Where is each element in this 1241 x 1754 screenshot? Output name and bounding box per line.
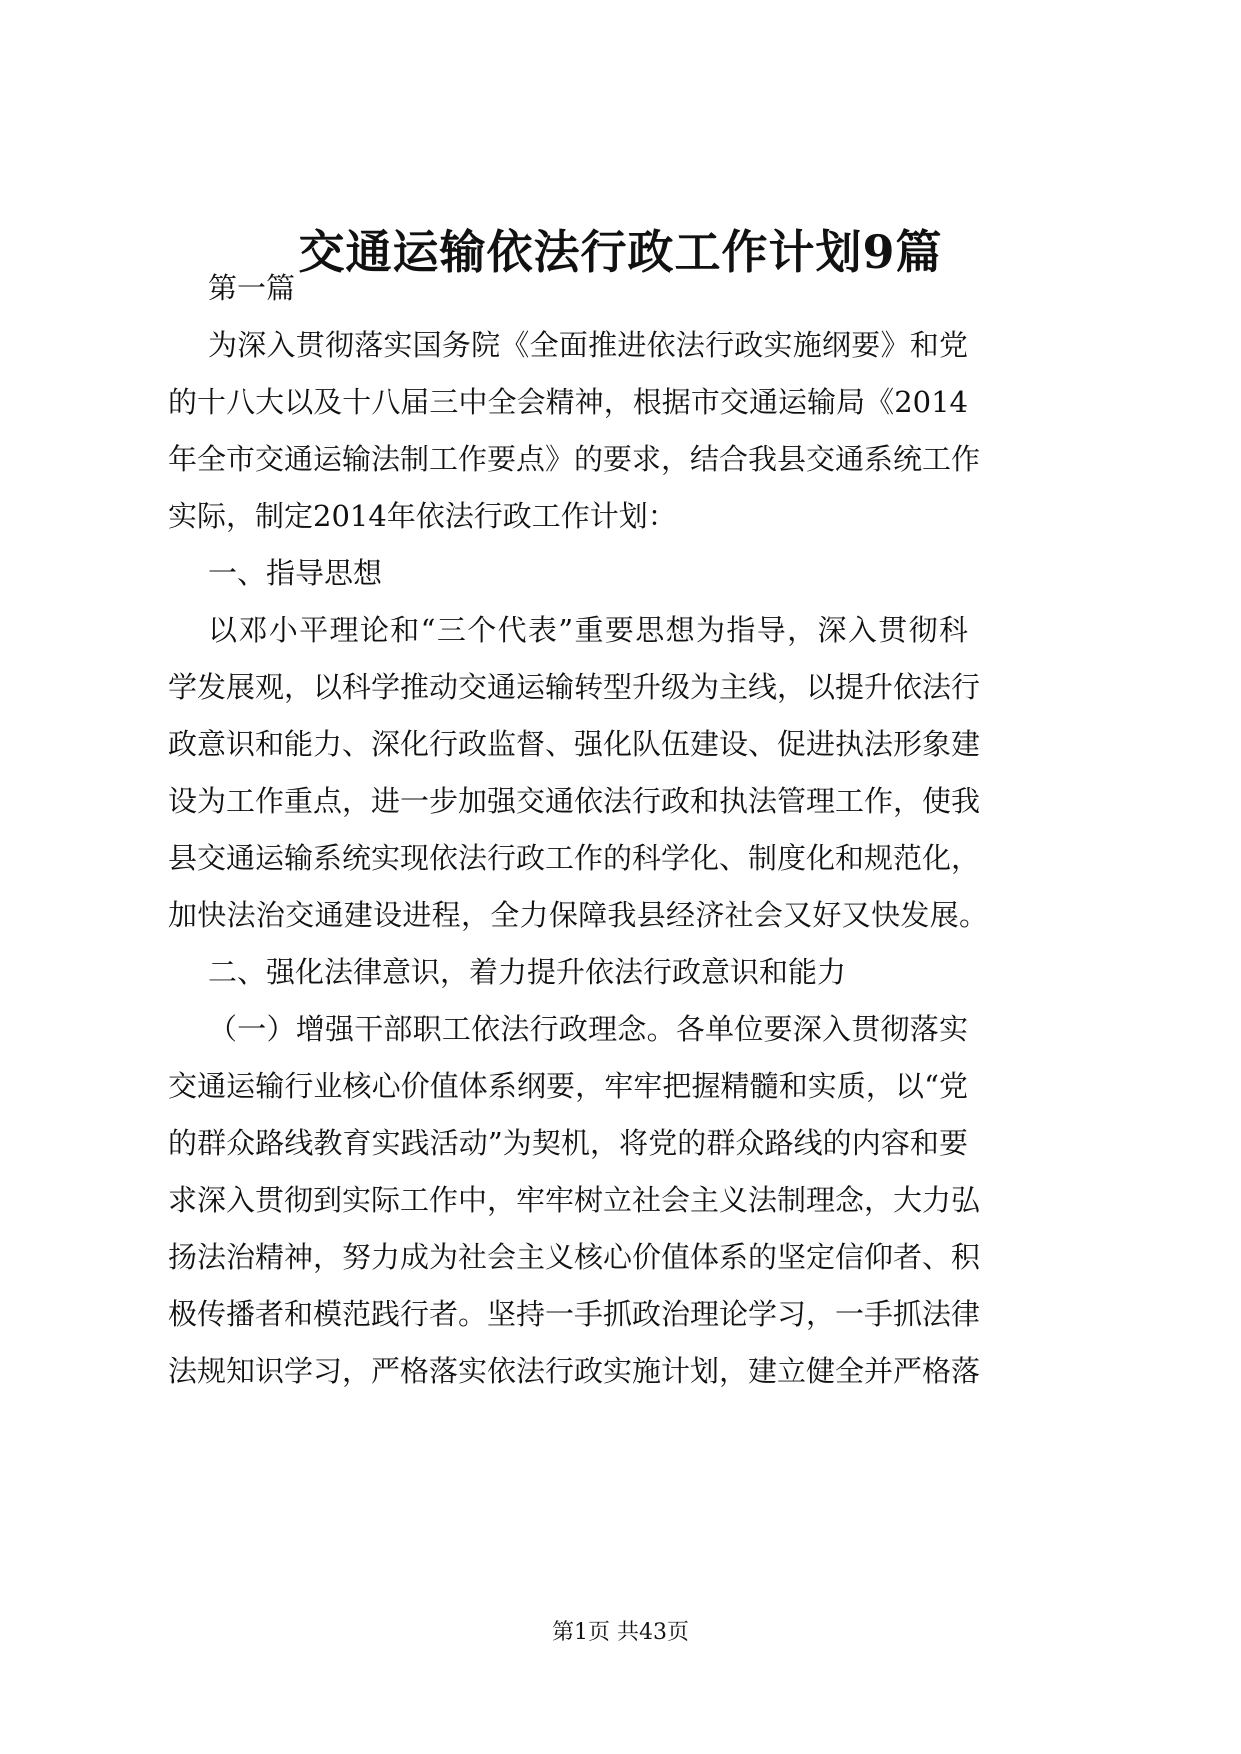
paragraph-line: 扬法治精神，努力成为社会主义核心价值体系的坚定信仰者、积 [168, 1240, 981, 1274]
paragraph-line: 实际，制定2014年依法行政工作计划： [168, 499, 677, 533]
page-number-footer: 第1页 共43页 [552, 1620, 689, 1645]
paragraph-line: 学发展观，以科学推动交通运输转型升级为主线，以提升依法行 [168, 670, 981, 704]
paragraph-line: 设为工作重点，进一步加强交通依法行政和执法管理工作，使我 [168, 784, 981, 818]
paragraph-line: 为深入贯彻落实国务院《全面推进依法行政实施纲要》和党 [208, 328, 968, 362]
paragraph-line: 极传播者和模范践行者。坚持一手抓政治理论学习，一手抓法律 [168, 1297, 981, 1331]
paragraph-line: 政意识和能力、深化行政监督、强化队伍建设、促进执法形象建 [168, 727, 981, 761]
paragraph-line: 年全市交通运输法制工作要点》的要求，结合我县交通系统工作 [168, 442, 981, 476]
section-heading-first: 第一篇 [208, 271, 296, 305]
paragraph-line: 交通运输行业核心价值体系纲要，牢牢把握精髓和实质，以“党 [168, 1069, 968, 1103]
paragraph-line: （一）增强干部职工依法行政理念。各单位要深入贯彻落实 [208, 1012, 968, 1046]
paragraph-line: 的群众路线教育实践活动”为契机，将党的群众路线的内容和要 [168, 1126, 968, 1160]
paragraph-line: 以邓小平理论和“三个代表”重要思想为指导，深入贯彻科 [208, 613, 968, 647]
paragraph-line: 县交通运输系统实现依法行政工作的科学化、制度化和规范化， [168, 841, 981, 875]
paragraph-line: 加快法治交通建设进程，全力保障我县经济社会又好又快发展。 [168, 898, 988, 932]
paragraph-line: 法规知识学习，严格落实依法行政实施计划，建立健全并严格落 [168, 1354, 981, 1388]
section-heading: 一、指导思想 [208, 556, 383, 590]
section-heading: 二、强化法律意识，着力提升依法行政意识和能力 [208, 955, 847, 989]
document-title: 交通运输依法行政工作计划9篇 [298, 225, 943, 279]
paragraph-line: 求深入贯彻到实际工作中，牢牢树立社会主义法制理念，大力弘 [168, 1183, 981, 1217]
paragraph-line: 的十八大以及十八届三中全会精神，根据市交通运输局《2014 [168, 385, 968, 419]
